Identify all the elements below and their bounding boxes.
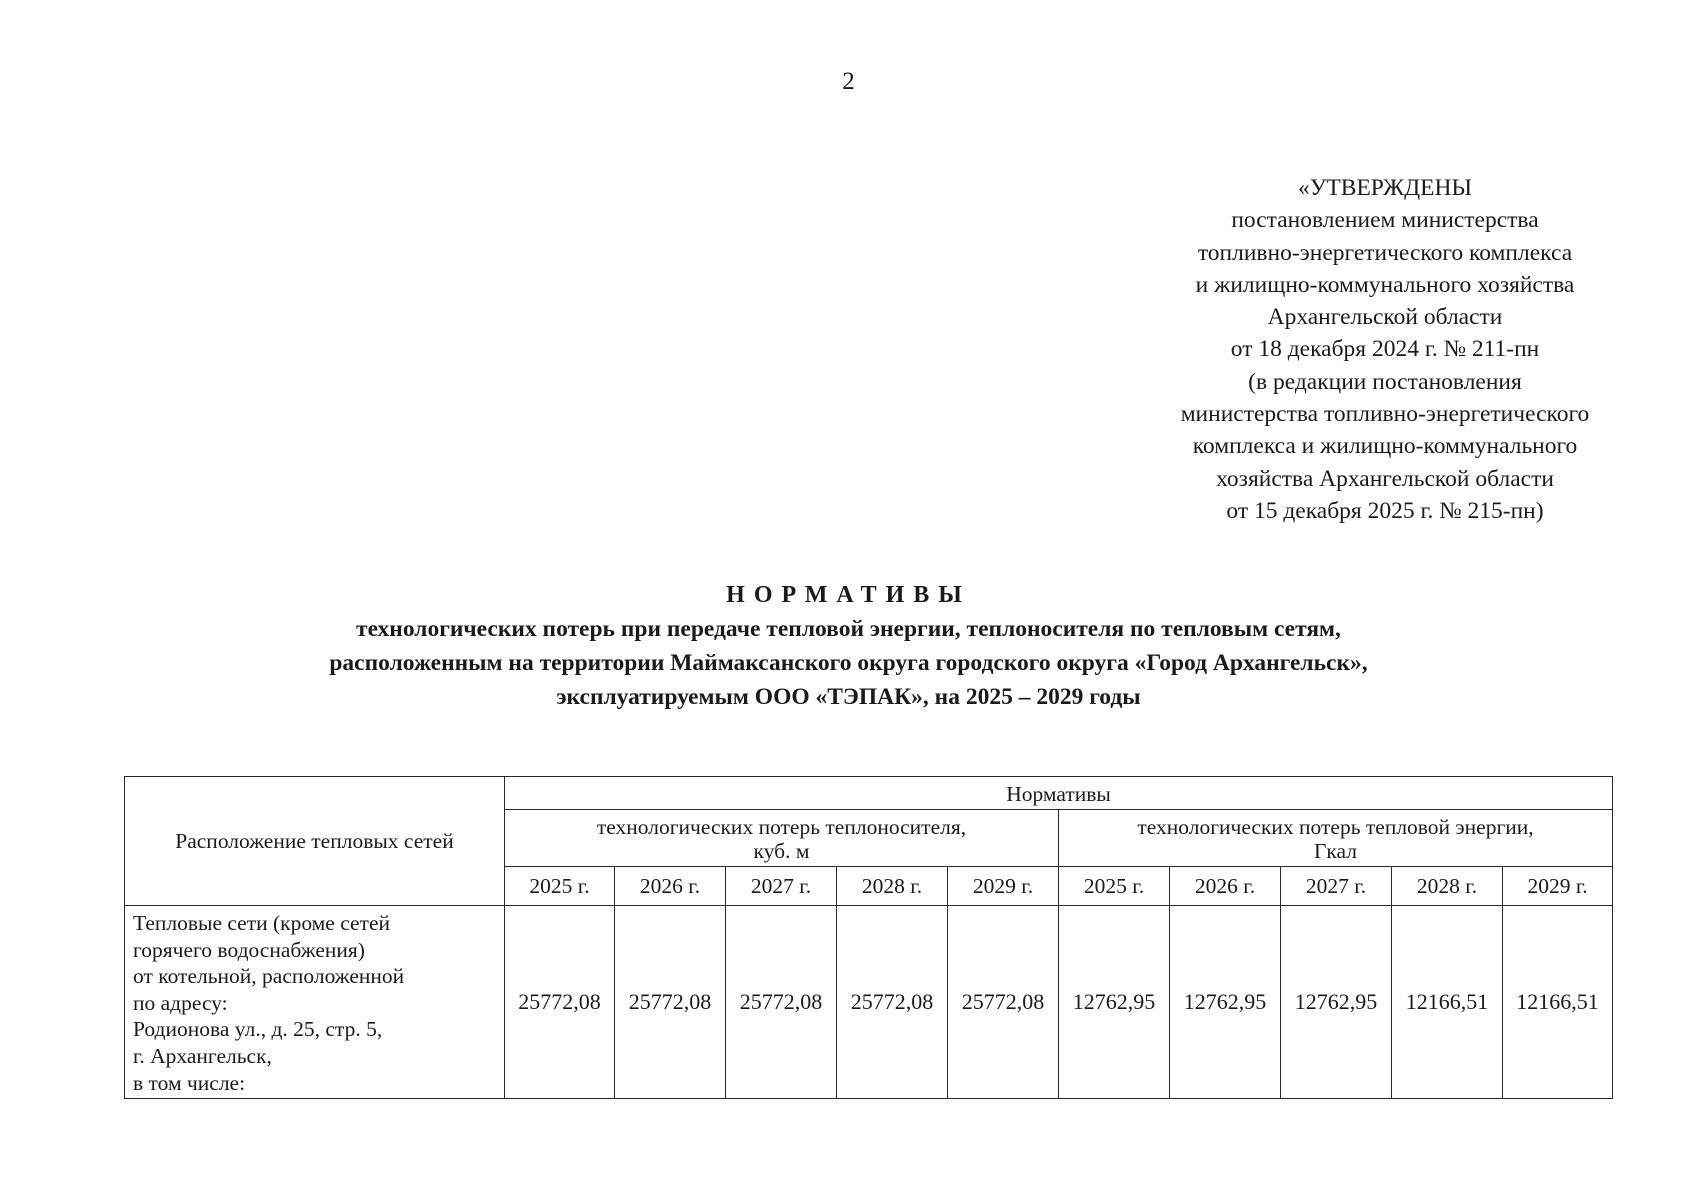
approval-line: комплекса и жилищно-коммунального [1192,433,1578,460]
header-heat-line: технологических потерь тепловой энергии, [1137,815,1534,839]
coolant-value-cell: 25772,08 [726,906,837,1099]
header-heat-unit: Гкал [1314,839,1358,863]
header-coolant-losses [505,810,1059,867]
approval-line: топливно-энергетического комплекса [1197,239,1573,266]
year-header: 2027 г. [1281,867,1392,906]
coolant-value-cell: 25772,08 [505,906,615,1099]
year-header: 2025 г. [505,867,615,906]
approval-line: от 18 декабря 2024 г. № 211-пн [1230,336,1540,363]
heat-value-cell: 12762,95 [1170,906,1281,1099]
approval-line: от 15 декабря 2025 г. № 215-пн) [1226,497,1544,524]
approval-line: постановлением министерства [1231,207,1539,234]
location-line: горячего водоснабжения) [133,937,365,962]
approval-line: и жилищно-коммунального хозяйства [1195,271,1575,298]
location-line: г. Архангельск, [133,1043,272,1068]
year-header: 2028 г. [1392,867,1503,906]
heat-value-cell: 12762,95 [1059,906,1170,1099]
page-number: 2 [842,68,855,95]
location-line: по адресу: [133,990,228,1015]
approval-line: Архангельской области [1267,304,1503,331]
year-header: 2026 г. [1170,867,1281,906]
title-line: эксплуатируемым ООО «ТЭПАК», на 2025 – 2029 годы [556,684,1141,710]
year-header: 2029 г. [1503,867,1613,906]
header-location: Расположение тепловых сетей [125,777,505,906]
approval-line: министерства топливно-энергетического [1180,401,1590,428]
heat-value-cell: 12166,51 [1392,906,1503,1099]
year-header: 2026 г. [615,867,726,906]
heat-value-cell: 12166,51 [1503,906,1613,1099]
heat-value-cell: 12762,95 [1281,906,1392,1099]
coolant-value-cell: 25772,08 [615,906,726,1099]
norms-table [124,776,1613,1099]
header-norms: Нормативы [505,777,1613,810]
approval-block [1060,172,1697,527]
document-title [0,578,1697,714]
title-line: расположенным на территории Маймаксанского округа городского округа «Город Архангельск», [329,650,1368,676]
approval-line: (в редакции постановления [1248,368,1522,395]
approval-line: хозяйства Архангельской области [1216,465,1554,492]
year-header: 2027 г. [726,867,837,906]
year-header: 2025 г. [1059,867,1170,906]
coolant-value-cell: 25772,08 [837,906,948,1099]
year-header: 2028 г. [837,867,948,906]
location-line: Родионова ул., д. 25, стр. 5, [133,1017,383,1042]
title-main: НОРМАТИВЫ [726,582,971,608]
location-cell [125,906,505,1099]
title-line: технологических потерь при передаче тепловой энергии, теплоносителя по тепловым сетям, [356,616,1341,642]
header-coolant-line: технологических потерь теплоносителя, [596,815,967,839]
header-coolant-unit: куб. м [753,839,810,863]
header-heat-losses [1059,810,1613,867]
location-line: Тепловые сети (кроме сетей [133,911,390,935]
table-row [125,906,1613,1099]
approval-line: «УТВЕРЖДЕНЫ [1298,175,1472,201]
year-header: 2029 г. [948,867,1059,906]
coolant-value-cell: 25772,08 [948,906,1059,1099]
location-line: от котельной, расположенной [133,964,405,989]
location-line: в том числе: [133,1070,246,1095]
